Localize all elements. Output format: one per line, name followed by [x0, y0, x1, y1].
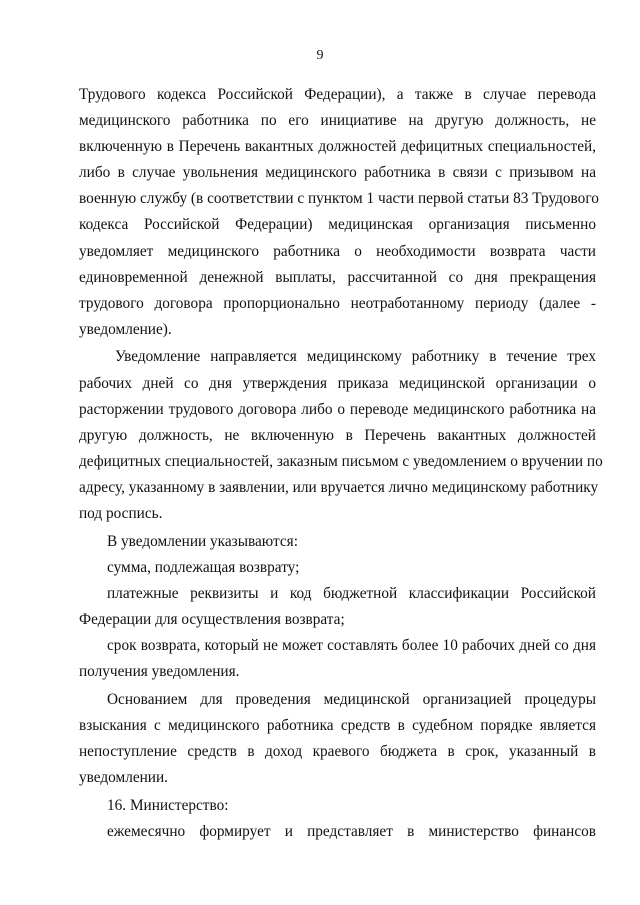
text-line: рабочих дней со дня утверждения приказа медицинской организации о	[79, 374, 596, 392]
text-line: ежемесячно формирует и представляет в министерство финансов	[107, 822, 596, 840]
text-line: платежные реквизиты и код бюджетной классификации Российской	[107, 584, 596, 602]
text-line: медицинского работника по его инициативе на другую должность, не	[79, 112, 596, 130]
text-line: кодекса Российской Федерации) медицинская организация письменно	[79, 216, 596, 234]
text-line: единовременной денежной выплаты, рассчитанной со дня прекращения	[79, 268, 596, 286]
text-line: сумма, подлежащая возврату;	[107, 558, 300, 576]
text-line: включенную в Перечень вакантных должностей дефицитных специальностей,	[79, 138, 596, 156]
text-line: дефицитных специальностей, заказным письмом с уведомлением о вручении по	[79, 452, 603, 470]
text-line: уведомлении.	[79, 768, 168, 786]
text-line: Трудового кодекса Российской Федерации), а также в случае перевода	[79, 86, 596, 103]
text-line: получения уведомления.	[79, 663, 240, 681]
paragraph-notice-delivery	[79, 344, 603, 527]
text-line: под роспись.	[79, 505, 163, 522]
document-body	[79, 82, 603, 845]
text-line: уведомляет медицинского работника о необходимости возврата части	[79, 242, 596, 260]
text-line: срок возврата, который не может составлять более 10 рабочих дней со дня	[107, 636, 596, 654]
paragraph-court-recovery	[79, 687, 596, 791]
list-item-payment-details	[79, 581, 596, 633]
list-item-deadline	[79, 633, 596, 685]
text-line: 16. Министерство:	[107, 796, 229, 814]
text-line: расторжении трудового договора либо о переводе медицинского работника на	[79, 400, 596, 418]
text-line: Основанием для проведения медицинской организацией процедуры	[107, 690, 596, 708]
text-line: взыскания с медицинского работника средств в судебном порядке является	[79, 716, 596, 734]
text-line: трудового договора пропорционально неотработанному периоду (далее -	[79, 294, 596, 312]
text-line: Федерации для осуществления возврата;	[79, 610, 345, 628]
section-16-heading	[79, 793, 596, 819]
paragraph-notice-contents	[79, 529, 596, 555]
paragraph-continuation	[79, 82, 599, 343]
text-line: военную службу (в соответствии с пунктом 1 части первой статьи 83 Трудового	[79, 190, 599, 208]
text-line: Уведомление направляется медицинскому работнику в течение трех	[115, 348, 596, 366]
text-line: непоступление средств в доход краевого бюджета в срок, указанный в	[79, 742, 596, 760]
list-item-amount	[79, 555, 596, 581]
paragraph-ministry-duties	[79, 819, 596, 845]
text-line: уведомление).	[79, 320, 172, 338]
page-number: 9	[316, 48, 324, 63]
text-line: В уведомлении указываются:	[107, 532, 298, 550]
text-line: либо в случае увольнения медицинского работника в связи с призывом на	[79, 164, 596, 182]
text-line: другую должность, не включенную в Перечень вакантных должностей	[79, 426, 596, 444]
text-line: адресу, указанному в заявлении, или вручается лично медицинскому работнику	[79, 478, 599, 496]
